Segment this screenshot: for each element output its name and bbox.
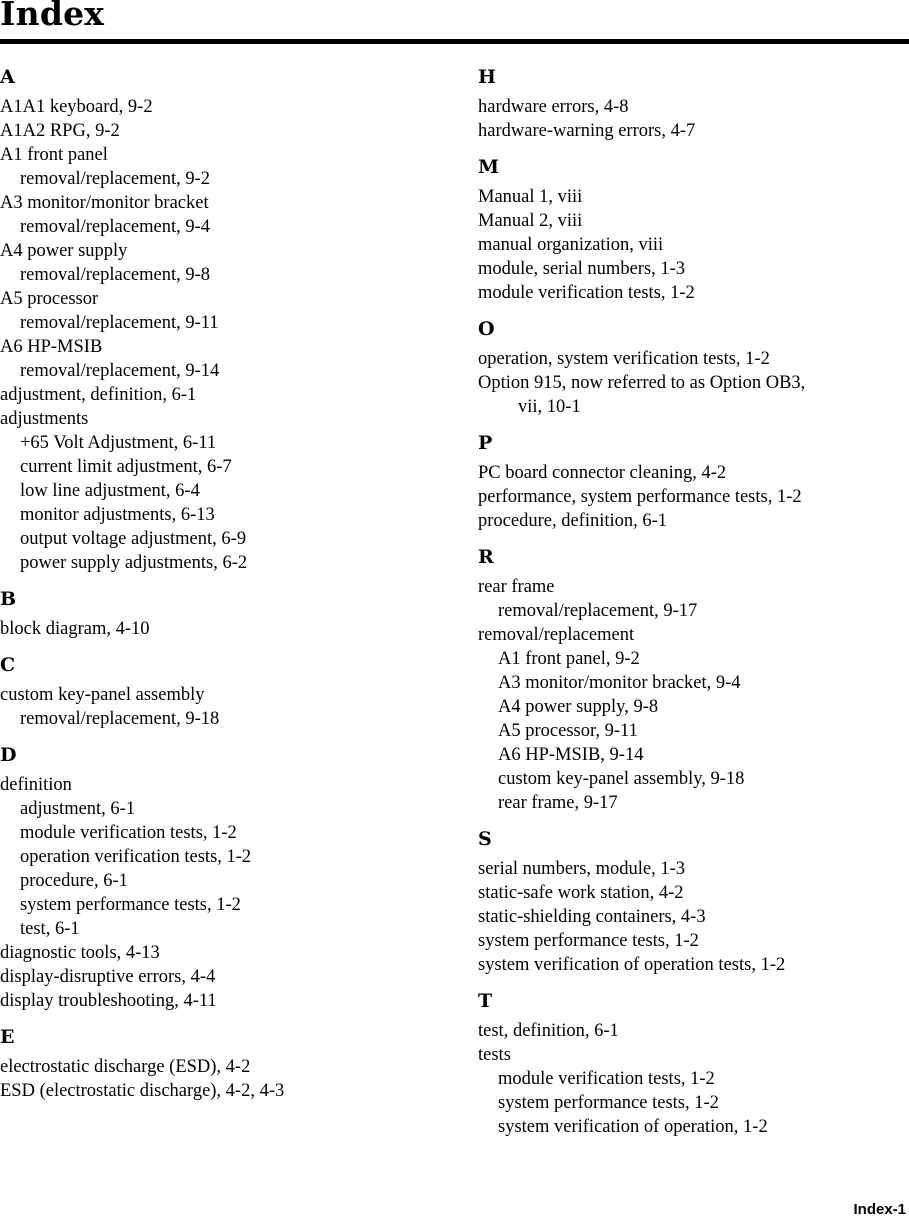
index-letter-heading: C <box>0 654 16 676</box>
index-entry: display troubleshooting, 4-11 <box>0 991 217 1011</box>
index-subentry: removal/replacement, 9-8 <box>20 265 211 285</box>
index-subentry: A6 HP-MSIB, 9-14 <box>498 745 644 765</box>
index-entry: static-safe work station, 4-2 <box>478 883 684 903</box>
index-entry: custom key-panel assembly <box>0 685 205 705</box>
index-letter-heading: P <box>478 432 493 454</box>
index-subentry: custom key-panel assembly, 9-18 <box>498 769 745 789</box>
index-subentry: current limit adjustment, 6-7 <box>20 457 232 477</box>
index-entry: removal/replacement <box>478 625 635 645</box>
index-subentry: rear frame, 9-17 <box>498 793 618 813</box>
index-letter-heading: E <box>0 1026 15 1048</box>
index-entry: operation, system verification tests, 1-2 <box>478 349 770 369</box>
index-entry: hardware-warning errors, 4-7 <box>478 121 696 141</box>
index-letter-heading: M <box>478 156 500 178</box>
index-letter-heading: S <box>478 828 492 850</box>
index-subentry: module verification tests, 1-2 <box>498 1069 715 1089</box>
index-letter-heading: O <box>478 318 495 340</box>
index-letter-heading: A <box>0 66 15 88</box>
index-entry: test, definition, 6-1 <box>478 1021 619 1041</box>
index-entry: definition <box>0 775 72 795</box>
index-subentry: adjustment, 6-1 <box>20 799 136 819</box>
index-subentry: A4 power supply, 9-8 <box>498 697 659 717</box>
index-subentry: removal/replacement, 9-2 <box>20 169 211 189</box>
index-entry: adjustment, definition, 6-1 <box>0 385 197 405</box>
index-subentry: removal/replacement, 9-11 <box>20 313 219 333</box>
index-subentry: module verification tests, 1-2 <box>20 823 237 843</box>
index-letter-heading: T <box>478 990 493 1012</box>
index-subentry: +65 Volt Adjustment, 6-11 <box>20 433 217 453</box>
index-subentry: output voltage adjustment, 6-9 <box>20 529 247 549</box>
index-subentry: low line adjustment, 6-4 <box>20 481 200 501</box>
index-subentry: removal/replacement, 9-4 <box>20 217 211 237</box>
index-entry: display-disruptive errors, 4-4 <box>0 967 216 987</box>
index-entry: A6 HP-MSIB <box>0 337 103 357</box>
title-rule <box>0 39 909 44</box>
index-entry: ESD (electrostatic discharge), 4-2, 4-3 <box>0 1081 285 1101</box>
index-entry: procedure, definition, 6-1 <box>478 511 668 531</box>
index-subentry: A3 monitor/monitor bracket, 9-4 <box>498 673 741 693</box>
index-entry: diagnostic tools, 4-13 <box>0 943 160 963</box>
index-entry: system performance tests, 1-2 <box>478 931 699 951</box>
index-entry: hardware errors, 4-8 <box>478 97 629 117</box>
index-entry: block diagram, 4-10 <box>0 619 150 639</box>
index-entry: system verification of operation tests, 1-2 <box>478 955 786 975</box>
index-subentry: monitor adjustments, 6-13 <box>20 505 215 525</box>
index-subentry: system verification of operation, 1-2 <box>498 1117 768 1137</box>
index-entry: serial numbers, module, 1-3 <box>478 859 686 879</box>
index-subentry: system performance tests, 1-2 <box>498 1093 719 1113</box>
index-entry: Manual 1, viii <box>478 187 583 207</box>
page-number: Index-1 <box>853 1201 906 1218</box>
index-subentry: system performance tests, 1-2 <box>20 895 241 915</box>
index-entry: manual organization, viii <box>478 235 664 255</box>
index-subentry: A1 front panel, 9-2 <box>498 649 640 669</box>
index-subentry: procedure, 6-1 <box>20 871 128 891</box>
index-entry: performance, system performance tests, 1-2 <box>478 487 802 507</box>
index-subentry: removal/replacement, 9-17 <box>498 601 698 621</box>
index-entry: rear frame <box>478 577 555 597</box>
index-entry: electrostatic discharge (ESD), 4-2 <box>0 1057 251 1077</box>
index-subentry: removal/replacement, 9-18 <box>20 709 220 729</box>
index-entry: static-shielding containers, 4-3 <box>478 907 706 927</box>
index-subentry: operation verification tests, 1-2 <box>20 847 252 867</box>
index-entry: A1 front panel <box>0 145 108 165</box>
index-subentry: power supply adjustments, 6-2 <box>20 553 248 573</box>
index-entry: module, serial numbers, 1-3 <box>478 259 686 279</box>
index-entry: module verification tests, 1-2 <box>478 283 695 303</box>
index-entry: A4 power supply <box>0 241 128 261</box>
index-entry: A1A2 RPG, 9-2 <box>0 121 120 141</box>
index-entry: A1A1 keyboard, 9-2 <box>0 97 153 117</box>
index-subentry: test, 6-1 <box>20 919 80 939</box>
index-entry: A5 processor <box>0 289 99 309</box>
index-entry: Manual 2, viii <box>478 211 583 231</box>
index-letter-heading: H <box>478 66 496 88</box>
index-letter-heading: R <box>478 546 494 568</box>
index-letter-heading: D <box>0 744 17 766</box>
index-entry: PC board connector cleaning, 4-2 <box>478 463 727 483</box>
index-subentry: A5 processor, 9-11 <box>498 721 638 741</box>
index-subentry: vii, 10-1 <box>518 397 581 417</box>
index-entry: A3 monitor/monitor bracket <box>0 193 209 213</box>
index-subentry: removal/replacement, 9-14 <box>20 361 220 381</box>
index-entry: adjustments <box>0 409 89 429</box>
page-title: Index <box>0 0 105 33</box>
index-entry: tests <box>478 1045 511 1065</box>
index-entry: Option 915, now referred to as Option OB3, <box>478 373 806 393</box>
index-letter-heading: B <box>0 588 17 610</box>
